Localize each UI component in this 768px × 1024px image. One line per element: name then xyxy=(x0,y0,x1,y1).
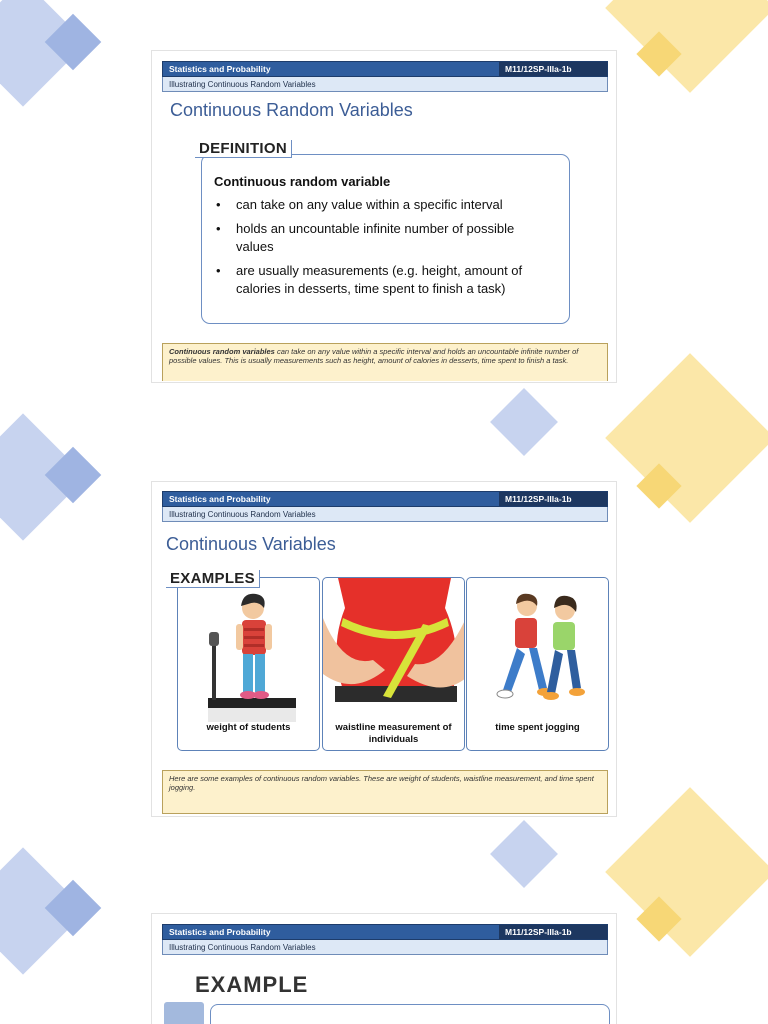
code-label: M11/12SP-IIIa-1b xyxy=(499,492,607,506)
code-label: M11/12SP-IIIa-1b xyxy=(499,925,607,939)
slide-example xyxy=(151,913,617,1024)
definition-box xyxy=(201,154,570,324)
example-box xyxy=(210,1004,610,1024)
definition-tab: DEFINITION xyxy=(195,140,292,158)
example-card-weight xyxy=(177,577,320,751)
slide-header xyxy=(162,61,608,93)
code-label: M11/12SP-IIIa-1b xyxy=(499,62,607,76)
lesson-label: Illustrating Continuous Random Variables xyxy=(162,507,608,522)
note-text: can take on any value within a specific interval and holds an uncountable infinite number of possible values. This is usually measurements such as height, amount of calories in desserts, time spent to finish a task. xyxy=(169,347,579,365)
slide-examples xyxy=(151,481,617,817)
subject-label: Statistics and Probability xyxy=(169,927,271,937)
slide-header xyxy=(162,491,608,523)
definition-bullet: • are usually measurements (e.g. height, amount of calories in desserts, time spent to finish a task) xyxy=(216,263,523,296)
note-term: Continuous random variables xyxy=(169,347,275,356)
slide-title: Continuous Variables xyxy=(166,534,336,554)
subject-label: Statistics and Probability xyxy=(169,64,271,74)
slide-title: EXAMPLE xyxy=(195,972,309,997)
slide-note: Here are some examples of continuous random variables. These are weight of students, waistline measurement, and time spent jogging. xyxy=(162,770,608,814)
subject-label: Statistics and Probability xyxy=(169,494,271,504)
example-caption: weight of students xyxy=(206,722,291,733)
example-marker xyxy=(164,1002,204,1024)
lesson-label: Illustrating Continuous Random Variables xyxy=(162,77,608,92)
definition-bullet: • holds an uncountable infinite number of possible values xyxy=(216,221,515,254)
definition-term: Continuous random variable xyxy=(214,174,391,189)
slide-title: Continuous Random Variables xyxy=(170,100,413,120)
definition-bullet: • can take on any value within a specific interval xyxy=(216,197,503,212)
lesson-label: Illustrating Continuous Random Variables xyxy=(162,940,608,955)
examples-tab: EXAMPLES xyxy=(166,570,260,588)
example-card-waistline xyxy=(322,577,465,751)
example-caption: waistline measurement of individuals xyxy=(335,722,452,745)
example-caption: time spent jogging xyxy=(495,722,580,733)
slide-header xyxy=(162,924,608,956)
slide-note xyxy=(162,343,608,381)
example-card-jogging xyxy=(466,577,609,751)
slide-definition xyxy=(151,50,617,383)
